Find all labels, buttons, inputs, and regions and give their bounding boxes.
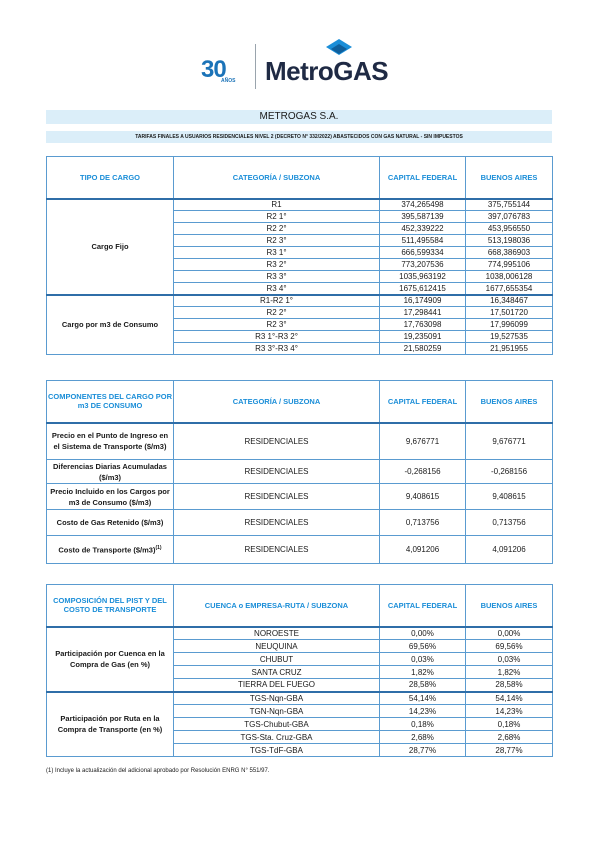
- header-componentes: COMPONENTES DEL CARGO POR m3 DE CONSUMO: [47, 381, 174, 423]
- buenos-aires-value: 774,995106: [466, 259, 553, 271]
- subzone-cell: TGS-Chubut-GBA: [174, 718, 380, 731]
- category-cell: RESIDENCIALES: [174, 484, 380, 510]
- capital-federal-value: 19,235091: [380, 331, 466, 343]
- buenos-aires-value: 4,091206: [466, 536, 553, 564]
- category-cell: RESIDENCIALES: [174, 423, 380, 460]
- buenos-aires-value: 54,14%: [466, 692, 553, 705]
- category-cell: RESIDENCIALES: [174, 536, 380, 564]
- capital-federal-value: 17,763098: [380, 319, 466, 331]
- buenos-aires-value: 513,198036: [466, 235, 553, 247]
- header-tipo-cargo: TIPO DE CARGO: [47, 157, 174, 199]
- header-capital-federal: CAPITAL FEDERAL: [380, 381, 466, 423]
- tariff-subtitle: TARIFAS FINALES A USUARIOS RESIDENCIALES NIVEL 2 (DECRETO N° 332/2022) ABASTECIDOS CON GAS NATURAL - SIN IMPUESTOS: [46, 131, 552, 143]
- subzone-cell: TGN-Nqn-GBA: [174, 705, 380, 718]
- capital-federal-value: 28,58%: [380, 679, 466, 692]
- table-row: [47, 423, 553, 460]
- buenos-aires-value: 668,386903: [466, 247, 553, 259]
- anniversary-number: 30: [201, 56, 226, 83]
- capital-federal-value: 0,18%: [380, 718, 466, 731]
- capital-federal-value: 452,339222: [380, 223, 466, 235]
- subzone-cell: R2 3°: [174, 235, 380, 247]
- header-capital-federal: CAPITAL FEDERAL: [380, 157, 466, 199]
- capital-federal-value: 1035,963192: [380, 271, 466, 283]
- buenos-aires-value: 0,00%: [466, 627, 553, 640]
- buenos-aires-value: 375,755144: [466, 199, 553, 211]
- buenos-aires-value: 17,501720: [466, 307, 553, 319]
- table-row: [47, 510, 553, 536]
- capital-federal-value: 54,14%: [380, 692, 466, 705]
- capital-federal-value: 69,56%: [380, 640, 466, 653]
- capital-federal-value: 2,68%: [380, 731, 466, 744]
- subzone-cell: R3 4°: [174, 283, 380, 295]
- subzone-cell: TGS-TdF-GBA: [174, 744, 380, 757]
- group-label: Participación por Ruta en la Compra de Transporte (en %): [47, 692, 174, 757]
- subzone-cell: R2 2°: [174, 223, 380, 235]
- table-row: [47, 460, 553, 484]
- header-categoria: CATEGORÍA / SUBZONA: [174, 157, 380, 199]
- capital-federal-value: 511,495584: [380, 235, 466, 247]
- footnote: (1) Incluye la actualización del adicional aprobado por Resolución ENRG N° 551/97.: [46, 768, 270, 774]
- capital-federal-value: 0,03%: [380, 653, 466, 666]
- subzone-cell: R3 3°: [174, 271, 380, 283]
- capital-federal-value: 0,00%: [380, 627, 466, 640]
- buenos-aires-value: 9,408615: [466, 484, 553, 510]
- category-cell: RESIDENCIALES: [174, 510, 380, 536]
- subzone-cell: R3 1°-R3 2°: [174, 331, 380, 343]
- subzone-cell: SANTA CRUZ: [174, 666, 380, 679]
- subzone-cell: R3 1°: [174, 247, 380, 259]
- capital-federal-value: 14,23%: [380, 705, 466, 718]
- capital-federal-value: 17,298441: [380, 307, 466, 319]
- buenos-aires-value: 0,18%: [466, 718, 553, 731]
- buenos-aires-value: -0,268156: [466, 460, 553, 484]
- table-row: [47, 692, 553, 705]
- component-label: Costo de Gas Retenido ($/m3): [47, 510, 174, 536]
- footnote-marker: (1): [155, 545, 162, 552]
- header-cuenca: CUENCA o EMPRESA-RUTA / SUBZONA: [174, 585, 380, 627]
- subzone-cell: R2 3°: [174, 319, 380, 331]
- buenos-aires-value: 21,951955: [466, 343, 553, 355]
- table-row: [47, 484, 553, 510]
- buenos-aires-value: 1038,006128: [466, 271, 553, 283]
- component-label: Costo de Transporte ($/m3)$^{(1)}$: [47, 536, 174, 564]
- logo-divider: [255, 44, 256, 89]
- subzone-cell: R3 3°-R3 4°: [174, 343, 380, 355]
- header-capital-federal: CAPITAL FEDERAL: [380, 585, 466, 627]
- subzone-cell: R2 1°: [174, 211, 380, 223]
- buenos-aires-value: 19,527535: [466, 331, 553, 343]
- component-label: Precio en el Punto de Ingreso en el Sistema de Transporte ($/m3): [47, 423, 174, 460]
- buenos-aires-value: 0,03%: [466, 653, 553, 666]
- header-composicion: COMPOSICIÓN DEL PIST Y DEL COSTO DE TRANSPORTE: [47, 585, 174, 627]
- subzone-cell: TGS-Sta. Cruz-GBA: [174, 731, 380, 744]
- header-buenos-aires: BUENOS AIRES: [466, 381, 553, 423]
- capital-federal-value: 9,676771: [380, 423, 466, 460]
- capital-federal-value: 374,265498: [380, 199, 466, 211]
- buenos-aires-value: 28,77%: [466, 744, 553, 757]
- capital-federal-value: -0,268156: [380, 460, 466, 484]
- capital-federal-value: 4,091206: [380, 536, 466, 564]
- capital-federal-value: 1675,612415: [380, 283, 466, 295]
- subzone-cell: TIERRA DEL FUEGO: [174, 679, 380, 692]
- subzone-cell: R1: [174, 199, 380, 211]
- buenos-aires-value: 0,713756: [466, 510, 553, 536]
- componentes-table: [46, 380, 553, 564]
- buenos-aires-value: 69,56%: [466, 640, 553, 653]
- component-label: Diferencias Diarias Acumuladas ($/m3): [47, 460, 174, 484]
- brand-name: MetroGAS: [265, 56, 389, 86]
- subzone-cell: R3 2°: [174, 259, 380, 271]
- category-cell: RESIDENCIALES: [174, 460, 380, 484]
- buenos-aires-value: 1,82%: [466, 666, 553, 679]
- buenos-aires-value: 397,076783: [466, 211, 553, 223]
- table-row: [47, 627, 553, 640]
- flame-diamond-icon: [325, 38, 353, 58]
- subzone-cell: R2 2°: [174, 307, 380, 319]
- subzone-cell: TGS-Nqn-GBA: [174, 692, 380, 705]
- capital-federal-value: 16,174909: [380, 295, 466, 307]
- metrogas-logo: [195, 38, 405, 93]
- subzone-cell: NEUQUINA: [174, 640, 380, 653]
- group-label: Cargo Fijo: [47, 199, 174, 295]
- buenos-aires-value: 17,996099: [466, 319, 553, 331]
- buenos-aires-value: 9,676771: [466, 423, 553, 460]
- group-label: Cargo por m3 de Consumo: [47, 295, 174, 355]
- table-row: [47, 536, 553, 564]
- anniversary-label: AÑOS: [221, 78, 236, 84]
- subzone-cell: CHUBUT: [174, 653, 380, 666]
- composicion-table: [46, 584, 553, 757]
- capital-federal-value: 773,207536: [380, 259, 466, 271]
- capital-federal-value: 666,599334: [380, 247, 466, 259]
- buenos-aires-value: 14,23%: [466, 705, 553, 718]
- buenos-aires-value: 2,68%: [466, 731, 553, 744]
- capital-federal-value: 9,408615: [380, 484, 466, 510]
- component-label: Precio Incluido en los Cargos por m3 de Consumo ($/m3): [47, 484, 174, 510]
- buenos-aires-value: 16,348467: [466, 295, 553, 307]
- header-buenos-aires: BUENOS AIRES: [466, 585, 553, 627]
- capital-federal-value: 28,77%: [380, 744, 466, 757]
- capital-federal-value: 21,580259: [380, 343, 466, 355]
- cargo-table: [46, 156, 553, 355]
- capital-federal-value: 395,587139: [380, 211, 466, 223]
- table-row: [47, 199, 553, 211]
- buenos-aires-value: 453,956550: [466, 223, 553, 235]
- subzone-cell: NOROESTE: [174, 627, 380, 640]
- capital-federal-value: 1,82%: [380, 666, 466, 679]
- table-row: [47, 295, 553, 307]
- buenos-aires-value: 28,58%: [466, 679, 553, 692]
- buenos-aires-value: 1677,655354: [466, 283, 553, 295]
- company-title: METROGAS S.A.: [46, 110, 552, 124]
- group-label: Participación por Cuenca en la Compra de Gas (en %): [47, 627, 174, 692]
- header-buenos-aires: BUENOS AIRES: [466, 157, 553, 199]
- capital-federal-value: 0,713756: [380, 510, 466, 536]
- header-categoria: CATEGORÍA / SUBZONA: [174, 381, 380, 423]
- subzone-cell: R1-R2 1°: [174, 295, 380, 307]
